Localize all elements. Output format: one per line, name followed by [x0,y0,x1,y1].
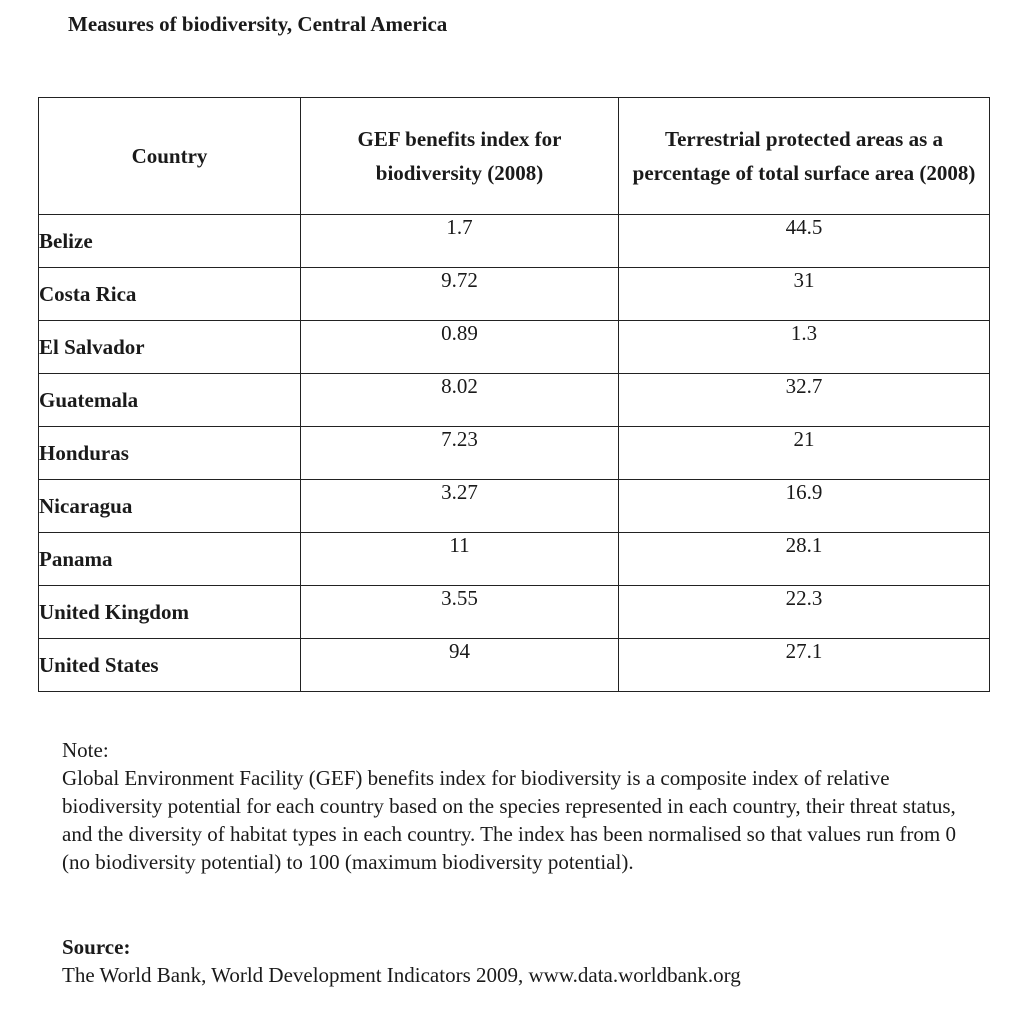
gef-index-cell: 1.7 [301,215,619,268]
country-cell: Honduras [39,427,301,480]
terrestrial-protected-cell: 21 [619,427,990,480]
terrestrial-protected-cell: 16.9 [619,480,990,533]
country-cell: El Salvador [39,321,301,374]
terrestrial-protected-cell: 32.7 [619,374,990,427]
gef-index-cell: 3.27 [301,480,619,533]
country-cell: Costa Rica [39,268,301,321]
gef-index-cell: 9.72 [301,268,619,321]
source-text: The World Bank, World Development Indicators 2009, www.data.worldbank.org [62,963,741,987]
column-header-country: Country [39,98,301,215]
gef-index-cell: 11 [301,533,619,586]
table-row [39,268,990,321]
table-row [39,639,990,692]
terrestrial-protected-cell: 22.3 [619,586,990,639]
note-label: Note: [62,738,109,762]
country-cell: United Kingdom [39,586,301,639]
terrestrial-protected-cell: 27.1 [619,639,990,692]
country-cell: Belize [39,215,301,268]
gef-index-cell: 3.55 [301,586,619,639]
biodiversity-table [38,97,990,692]
table-row [39,321,990,374]
terrestrial-protected-cell: 28.1 [619,533,990,586]
gef-index-cell: 7.23 [301,427,619,480]
table-row [39,533,990,586]
column-header-gef-index: GEF benefits index for biodiversity (2008) [301,98,619,215]
note-text: Global Environment Facility (GEF) benefits index for biodiversity is a composite index of relative biodiversity potential for each country based on the species represented in each country, their threat status, and the diversity of habitat types in each country. The index has been normalised so that values run from 0 (no biodiversity potential) to 100 (maximum biodiversity potential). [62,766,957,874]
table-header-row [39,98,990,215]
note-section [62,736,962,876]
table-row [39,480,990,533]
table-row [39,586,990,639]
table-row [39,374,990,427]
country-cell: Panama [39,533,301,586]
source-label: Source: [62,935,131,959]
country-cell: United States [39,639,301,692]
terrestrial-protected-cell: 1.3 [619,321,990,374]
gef-index-cell: 94 [301,639,619,692]
source-section [62,933,962,989]
gef-index-cell: 8.02 [301,374,619,427]
table-row [39,427,990,480]
country-cell: Guatemala [39,374,301,427]
gef-index-cell: 0.89 [301,321,619,374]
terrestrial-protected-cell: 31 [619,268,990,321]
table-row [39,215,990,268]
column-header-terrestrial-protected: Terrestrial protected areas as a percentage of total surface area (2008) [619,98,990,215]
page-title: Measures of biodiversity, Central America [68,12,448,36]
terrestrial-protected-cell: 44.5 [619,215,990,268]
country-cell: Nicaragua [39,480,301,533]
